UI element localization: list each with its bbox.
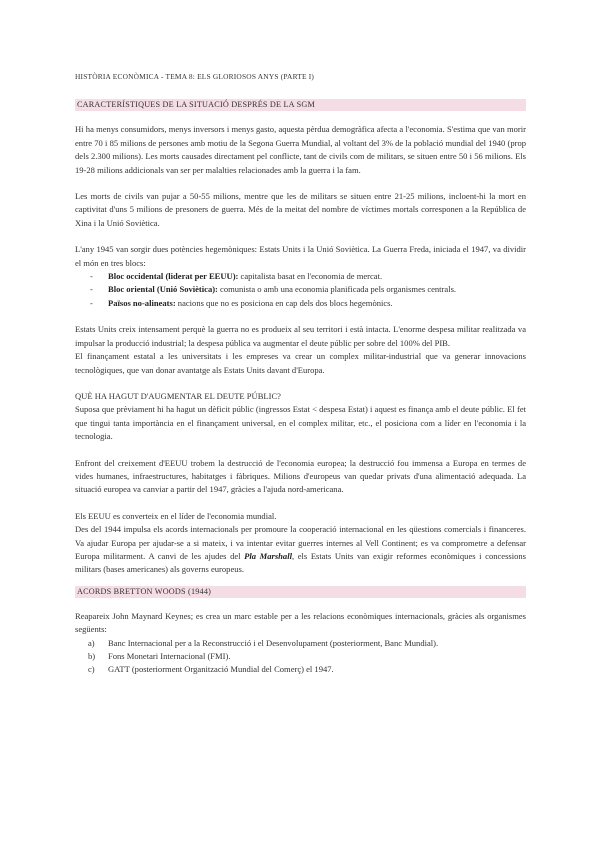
paragraph-text: , els Estats Units van exigir reformes econòmiques i concessions militars (bases americanes) als governs europeus.: [75, 550, 526, 575]
paragraph: Enfront del creixement d'EEUU trobem la destrucció de l'economia europea; la destrucció fou immensa a Europa en termes de vides humanes, infraestructures, habitatges i fàbriques. Milions d'europeus van quedar privats d'una alimentació adequada. La situació europea va canviar a partir del 1947, gràcies a l'ajuda nord-americana.: [75, 457, 526, 495]
list-item-text: Banc Internacional per a la Reconstrucció i el Desenvolupament (posteriorment, Banc Mundial).: [108, 637, 439, 648]
paragraph: [75, 523, 526, 577]
organisms-list: [75, 637, 526, 677]
list-item: [88, 663, 526, 676]
list-item: [88, 650, 526, 663]
pla-marshall-emphasis: Pla Marshall: [244, 550, 292, 561]
paragraph: Els EEUU es converteix en el líder de l'economia mundial.: [75, 510, 277, 521]
paragraph: L'any 1945 van sorgir dues potències hegemòniques: Estats Units i la Unió Soviètica. La Guerra Freda, iniciada el 1947, va dividir el món en tres blocs:: [75, 244, 526, 268]
bloc-text: comunista o amb una economia planificada pels organismes centrals.: [217, 284, 457, 295]
paragraph: Estats Units creix intensament perquè la guerra no es produeix al seu territori i està intacta. L'enorme despesa militar realitzada va impulsar la producció industrial; la despesa pública va augmentar el deute públic per sobre del 100% del PIB.: [75, 324, 526, 348]
blocs-list: [75, 270, 526, 310]
paragraph-text: Des del 1944 impulsa els acords internacionals per promoure la cooperació internacional en les qüestions comercials i financeres. Va ajudar Europa per ajudar-se a si mateix, i va intentar evitar guerres internes al Vell Continent; es va comprometre a defensar Europa militarment. A canvi de les ajudes del: [75, 524, 526, 561]
question-heading: QUÈ HA HAGUT D'AUGMENTAR EL DEUTE PÚBLIC?: [75, 390, 281, 401]
bloc-label: Països no-alineats:: [108, 297, 176, 308]
paragraph: Suposa que prèviament hi ha hagut un dèficit públic (ingressos Estat < despesa Estat) i aquest es finança amb el deute públic. El fet que tingui tanta importància en el finançament universal, en el complex militar, etc., el posiciona com a líder en l'economia i la tecnologia.: [75, 404, 526, 442]
section-title-bretton-woods: ACORDS BRETTON WOODS (1944): [75, 586, 526, 598]
paragraph: Hi ha menys consumidors, menys inversors i menys gasto, aquesta pèrdua demogràfica afecta a l'economia. S'estima que van morir entre 70 i 85 milions de persones amb motiu de la Segona Guerra Mundial, al voltant del 3% de la població mundial del 1940 (prop dels 2.300 milions). Les morts causades directament pel conflicte, tant de civils com de militars, se situen entre 50 i 56 milions. Els 19-28 milions addicionals van ser per malalties relacionades amb la guerra i la fam.: [75, 124, 526, 175]
bloc-text: capitalista basat en l'economia de mercat.: [238, 271, 383, 282]
paragraph: Les morts de civils van pujar a 50-55 milions, mentre que les de militars se situen entre 21-25 milions, incloent-hi la mort en captivitat d'uns 5 milions de presoners de guerra. Més de la meitat del nombre de víctimes mortals corresponen a la República de Xina i la Unió Soviètica.: [75, 191, 526, 228]
list-item: [108, 283, 526, 296]
bloc-label: Bloc occidental (liderat per EEUU):: [108, 271, 239, 282]
bloc-text: nacions que no es posiciona en cap dels dos blocs hegemònics.: [175, 297, 393, 308]
list-marker: b): [88, 651, 96, 661]
list-item: [108, 270, 526, 283]
list-marker: c): [88, 664, 95, 675]
list-item: [88, 637, 526, 650]
list-item: [108, 297, 526, 310]
list-item-text: Fons Monetari Internacional (FMI).: [108, 651, 231, 661]
list-item-text: GATT (posteriorment Organització Mundial del Comerç) el 1947.: [108, 664, 334, 675]
paragraph: El finançament estatal a les universitats i les empreses va crear un complex militar-industrial que va generar innovacions tecnològiques, que van donar avantatge als Estats Units davant d'Europa.: [75, 351, 526, 375]
page-header: HISTÒRIA ECONÒMICA - TEMA 8: ELS GLORIOSOS ANYS (PARTE I): [75, 72, 315, 81]
paragraph: Reapareix John Maynard Keynes; es crea un marc estable per a les relacions econòmiques internacionals, gràcies als organismes següents:: [75, 610, 526, 635]
list-marker: a): [88, 637, 95, 648]
section-title-caracteristiques: CARACTERÍSTIQUES DE LA SITUACIÓ DESPRÉS DE LA SGM: [75, 99, 526, 111]
bloc-label: Bloc oriental (Unió Soviètica):: [108, 284, 218, 295]
